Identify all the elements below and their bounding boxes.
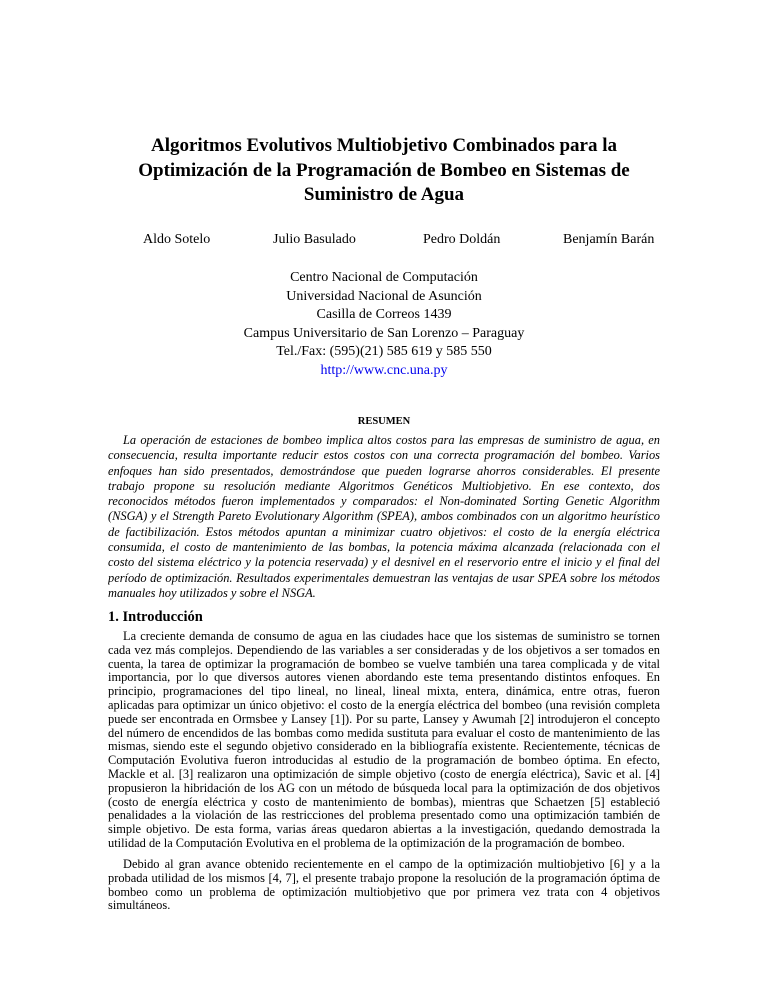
author: Julio Basulado [273, 232, 356, 247]
affiliation [0, 269, 768, 380]
text-line: utilidad de la Computación Evolutiva en el problema de la optimización de la programación de bombeo. [108, 836, 625, 850]
text-line: trabajo propone su resolución mediante Algoritmos Genéticos Multiobjetivo. En ese contexto, dos [108, 478, 660, 493]
section-heading: 1. Introducción [108, 609, 203, 625]
text-line: puede ser encontrada en Ormsbee y Lansey [1]). Por su parte, Lansey y Awumah [2] introdujeron el concepto [108, 712, 660, 726]
text-line: mismas, siendo este el segundo objetivo considerado en la bibliografía existente. Recientemente, técnicas de [108, 740, 660, 754]
text-line: período de optimización. Resultados experimentales demuestran las ventajas de usar SPEA sobre los métodos [108, 570, 660, 585]
text-line: principio, programaciones del tipo lineal, no lineal, lineal mixta, entera, dinámica, entre otras, fueron [108, 685, 660, 699]
text-line: consecuencia, resulta importante reducir estos costos con una correcta programación del bombeo. Varios [108, 448, 660, 463]
author: Pedro Doldán [423, 232, 501, 247]
paper-title [0, 134, 768, 208]
title-line: Optimización de la Programación de Bombeo en Sistemas de [138, 159, 630, 181]
text-line: simple objetivo. De esta forma, varias áreas quedaron abiertas a la investigación, quedando demostrada la [108, 823, 660, 837]
text-line: enfoques han sido presentados, demostrándose que pueden lograrse ahorros considerables. El presente [108, 463, 660, 478]
text-line: propusieron la hibridación de los AG con un método de búsqueda local para la optimización de dos objetivos [108, 781, 660, 795]
abstract [108, 433, 660, 601]
text-line: (costo de energía eléctrica y costo de mantenimiento de bombas), mientras que Schaetzen [5] estableció [108, 795, 660, 809]
text-line: de factibilización. Estos métodos apuntan a minimizar cuatro objetivos: el costo de la energía eléctrica [108, 524, 660, 539]
affiliation-line: Centro Nacional de Computación [290, 270, 478, 285]
text-line: La operación de estaciones de bombeo implica altos costos para las empresas de suministro de agua, en [123, 433, 660, 447]
paragraph [108, 858, 660, 913]
author: Aldo Sotelo [143, 232, 211, 247]
abstract-heading: RESUMEN [357, 416, 411, 427]
author: Benjamín Barán [563, 232, 655, 247]
text-line: importancia, por lo que diversos autores vienen abordando este tema presentando distintos enfoques. En [108, 671, 660, 685]
title-line: Suministro de Agua [303, 184, 465, 205]
title-line: Algoritmos Evolutivos Multiobjetivo Combinados para la [150, 135, 618, 156]
text-line: Computación Evolutiva fueron introducidas al estudio de la programación de bombeo óptima. En efecto, [108, 754, 660, 768]
text-line: Debido al gran avance obtenido recientemente en el campo de la optimización multiobjetivo [6] y a la [123, 858, 660, 871]
affiliation-line: Tel./Fax: (595)(21) 585 619 y 585 550 [276, 344, 492, 359]
text-line: (NSGA) y el Strength Pareto Evolutionary Algorithm (SPEA), ambos combinados con un algoritmo heurístico [108, 509, 660, 524]
affiliation-line: Universidad Nacional de Asunción [286, 288, 482, 304]
affiliation-line: Casilla de Correos 1439 [316, 307, 452, 322]
text-line: cada vez más complejos. Dependiendo de las variables a ser consideradas y de los objetivos a ser tomados en [108, 643, 660, 657]
text-line: La creciente demanda de consumo de agua en las ciudades hace que los sistemas de suministro se tornen [123, 630, 660, 643]
text-line: aplicadas para optimizar un único objetivo: el costo de la energía eléctrica del bombeo (una revisión completa [108, 698, 660, 712]
text-line: penalidades a la violación de las restricciones del problema presentado como una optimización también de [108, 809, 660, 823]
text-line: simultáneos. [108, 899, 171, 913]
website-link[interactable]: http://www.cnc.una.py [320, 362, 448, 378]
affiliation-line: Campus Universitario de San Lorenzo – Paraguay [243, 325, 525, 341]
text-line: manuales hoy utilizados y sobre el NSGA. [108, 585, 316, 600]
text-line: cuenta, la tarea de optimizar la programación de bombeo se vuelve también una tarea complicada y de vital [108, 657, 660, 671]
text-line: bombeo como un problema de optimización multiobjetivo que por primera vez trata con 4 objetivos [108, 885, 660, 899]
text-line: costo del sistema eléctrico y la potencia reservada) y el desnivel en el reservorio entre el inicio y el final del [108, 555, 660, 570]
text-line: reconocidos métodos fueron implementados y comparados: el Non-dominated Sorting Genetic Algorithm [108, 494, 660, 509]
text-line: Mackle et al. [3] realizaron una optimización de simple objetivo (costo de energía eléctrica), Savic et al. [4] [108, 767, 660, 781]
text-line: probada utilidad de los mismos [4, 7], el presente trabajo propone la resolución de la programación óptima de [108, 871, 660, 885]
text-line: del número de encendidos de las bombas como medida sustituta para evaluar el costo de mantenimiento de las [108, 726, 660, 740]
text-line: consumida, el costo de mantenimiento de las bombas, la potencia máxima alcanzada (relacionada con el [108, 540, 660, 555]
paragraph [108, 630, 660, 851]
